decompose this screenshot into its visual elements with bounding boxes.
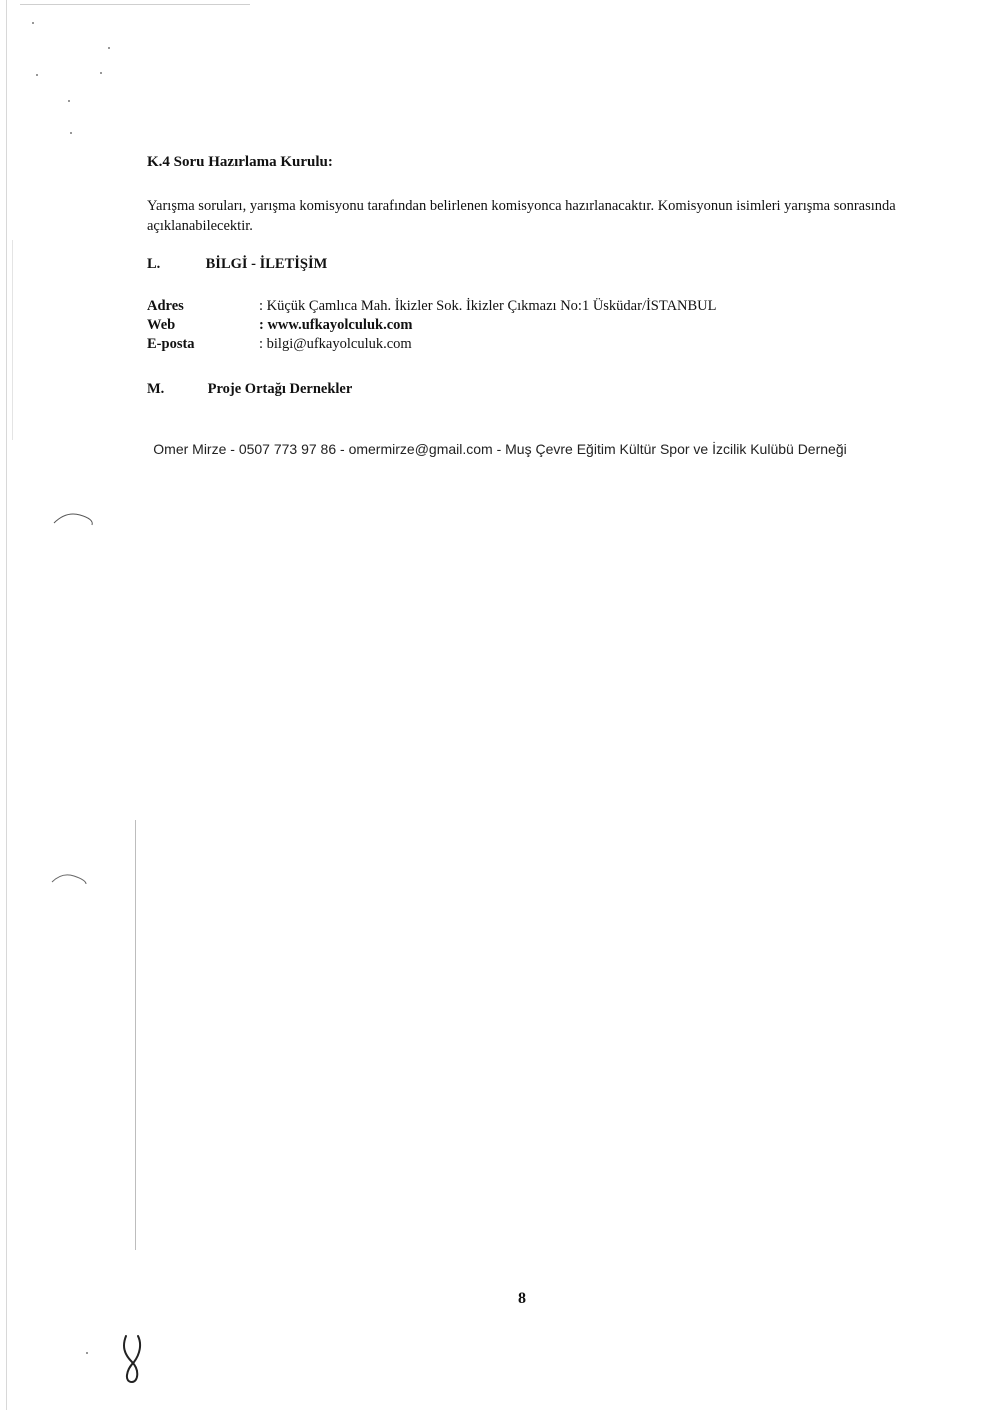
contact-footer-line: Omer Mirze - 0507 773 97 86 - omermirze@gmail.com - Muş Çevre Eğitim Kültür Spor ve İzcilik Kulübü Derneği	[153, 441, 847, 457]
section-m-title: Proje Ortağı Dernekler	[207, 381, 353, 397]
contact-label: Web	[147, 317, 176, 333]
handwritten-mark	[112, 1332, 152, 1387]
scan-speck	[86, 1352, 88, 1354]
contact-value-email: : bilgi@ufkayolculuk.com	[259, 336, 412, 352]
section-m-number: M.	[147, 381, 165, 397]
contact-value-web: : www.ufkayolculuk.com	[259, 317, 413, 333]
scan-edge-line	[12, 240, 13, 440]
contact-row-web	[147, 316, 717, 335]
scan-top-rule	[20, 4, 250, 5]
page-number: 8	[518, 1290, 526, 1307]
contact-row-email	[147, 335, 717, 354]
section-k4-paragraph: Yarışma soruları, yarışma komisyonu tarafından belirlenen komisyonca hazırlanacaktır. Komisyonun isimleri yarışma sonrasında açıklanabilecektir.	[147, 198, 896, 234]
section-l-number: L.	[147, 256, 161, 272]
section-k4-heading: K.4 Soru Hazırlama Kurulu:	[147, 154, 333, 170]
section-l-title: BİLGİ - İLETİŞİM	[205, 256, 328, 272]
scan-edge-line	[6, 0, 7, 1410]
contact-row-address	[147, 297, 717, 316]
contact-list	[147, 297, 717, 354]
scan-scribble	[52, 505, 97, 530]
scan-speck	[68, 100, 70, 102]
contact-value-address: : Küçük Çamlıca Mah. İkizler Sok. İkizler Çıkmazı No:1 Üsküdar/İSTANBUL	[259, 298, 717, 314]
scan-speck	[32, 22, 34, 24]
scan-speck	[70, 132, 72, 134]
contact-label: E-posta	[147, 336, 195, 352]
scan-scribble	[50, 868, 90, 888]
scan-speck	[100, 72, 102, 74]
scan-speck	[36, 74, 38, 76]
margin-line	[135, 820, 136, 1250]
contact-label: Adres	[147, 298, 184, 314]
section-l-heading	[147, 256, 327, 273]
section-m-heading	[147, 381, 352, 398]
scan-speck	[108, 47, 110, 49]
